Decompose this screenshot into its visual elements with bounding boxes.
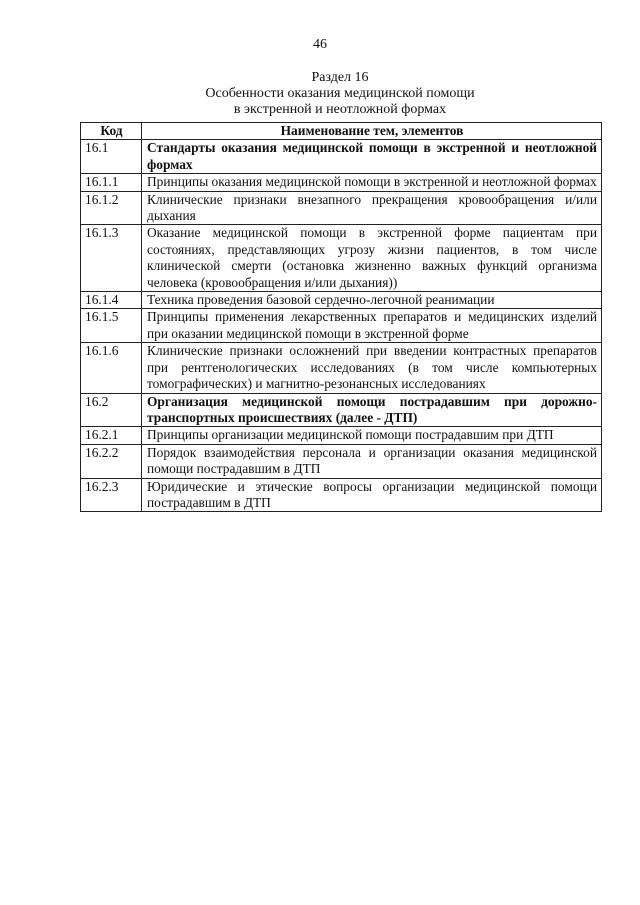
row-code: 16.1.2 (81, 191, 142, 225)
row-code: 16.2.1 (81, 427, 142, 444)
row-name: Клинические признаки осложнений при введении контрастных препаратов при рентгенологических исследованиях (в том числе компьютерных томографических) и магнитно-резонансных исследованиях (142, 343, 602, 393)
section-heading (60, 70, 620, 118)
table-row (81, 343, 602, 393)
row-code: 16.2.2 (81, 444, 142, 478)
section-title-line-1: Особенности оказания медицинской помощи (205, 86, 475, 101)
row-name: Юридические и этические вопросы организации медицинской помощи пострадавшим в ДТП (142, 478, 602, 512)
row-name: Порядок взаимодействия персонала и организации оказания медицинской помощи пострадавшим в ДТП (142, 444, 602, 478)
table-header-row (81, 123, 602, 140)
name-column-header: Наименование тем, элементов (142, 123, 602, 140)
row-name: Техника проведения базовой сердечно-легочной реанимации (142, 292, 602, 309)
table-row (81, 309, 602, 343)
table-row (81, 225, 602, 292)
table-row (81, 444, 602, 478)
row-name: Стандарты оказания медицинской помощи в экстренной и неотложной формах (142, 140, 602, 174)
table-row (81, 174, 602, 191)
row-name: Принципы организации медицинской помощи пострадавшим при ДТП (142, 427, 602, 444)
row-code: 16.1.5 (81, 309, 142, 343)
table-row (81, 427, 602, 444)
row-code: 16.2.3 (81, 478, 142, 512)
topics-table (80, 122, 602, 512)
row-name: Принципы применения лекарственных препаратов и медицинских изделий при оказании медицинской помощи в экстренной форме (142, 309, 602, 343)
row-code: 16.2 (81, 393, 142, 427)
row-code: 16.1.4 (81, 292, 142, 309)
code-column-header: Код (81, 123, 142, 140)
page-number: 46 (313, 37, 327, 52)
row-name: Принципы оказания медицинской помощи в экстренной и неотложной формах (142, 174, 602, 191)
row-code: 16.1.3 (81, 225, 142, 292)
table-row (81, 393, 602, 427)
table-row (81, 140, 602, 174)
table-body (81, 140, 602, 512)
table-row (81, 292, 602, 309)
section-title-line-2: в экстренной и неотложной формах (233, 102, 447, 117)
table-row (81, 191, 602, 225)
row-code: 16.1.1 (81, 174, 142, 191)
row-code: 16.1.6 (81, 343, 142, 393)
row-name: Клинические признаки внезапного прекращения кровообращения и/или дыхания (142, 191, 602, 225)
section-label: Раздел 16 (311, 70, 369, 85)
row-name: Организация медицинской помощи пострадавшим при дорожно-транспортных происшествиях (далее - ДТП) (142, 393, 602, 427)
row-code: 16.1 (81, 140, 142, 174)
row-name: Оказание медицинской помощи в экстренной форме пациентам при состояниях, представляющих угрозу жизни пациентов, в том числе клинической смерти (остановка жизненно важных функций организма человека (кровообращения и/или дыхания)) (142, 225, 602, 292)
table-row (81, 478, 602, 512)
